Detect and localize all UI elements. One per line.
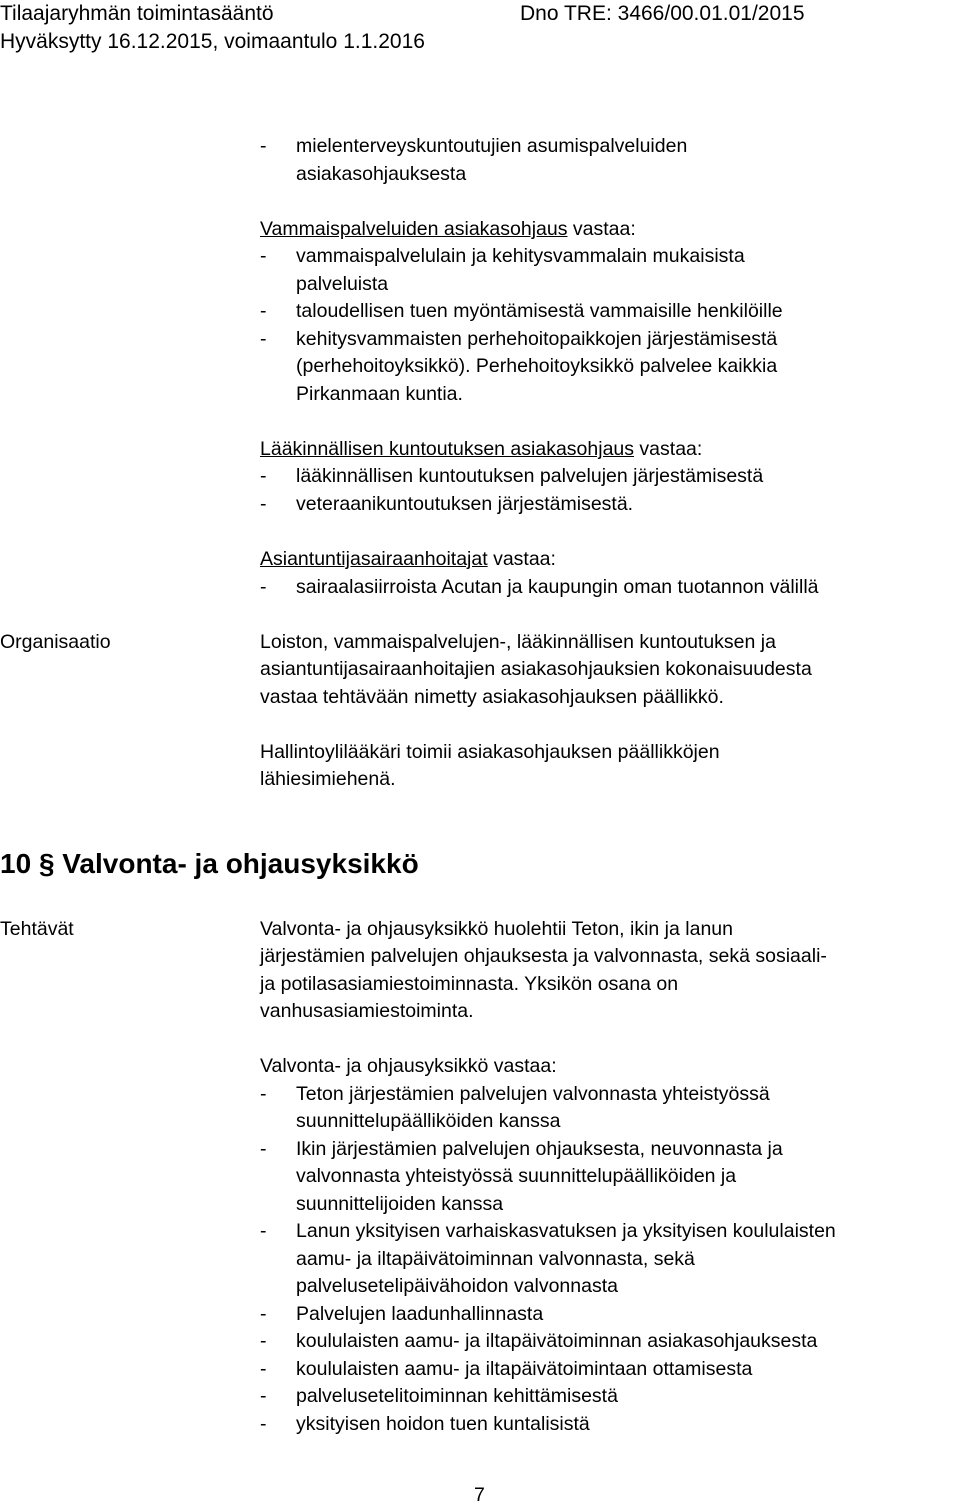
bullet-dash: - (260, 1083, 267, 1105)
list-item: Teton järjestämien palvelujen valvonnasta yhteistyössä (296, 1083, 770, 1105)
subheading-valvonta: Valvonta- ja ohjausyksikkö vastaa: (260, 1055, 557, 1077)
bullet-dash: - (260, 1413, 267, 1435)
list-item-continuation: asiakasohjauksesta (296, 163, 467, 185)
paragraph-line: Loiston, vammaispalvelujen-, lääkinnällisen kuntoutuksen ja (260, 631, 776, 653)
list-item-continuation: suunnittelupäälliköiden kanssa (296, 1110, 561, 1132)
list-item-continuation: aamu- ja iltapäivätoiminnan valvonnasta, sekä (296, 1248, 695, 1270)
section-label-organisaatio: Organisaatio (0, 631, 111, 653)
bullet-dash: - (260, 135, 267, 157)
list-item: kehitysvammaisten perhehoitopaikkojen järjestämisestä (296, 328, 778, 350)
bullet-dash: - (260, 576, 267, 598)
subheading-underlined: Asiantuntijasairaanhoitajat (260, 548, 488, 570)
paragraph-line: asiantuntijasairaanhoitajien asiakasohjauksien kokonaisuudesta (260, 658, 812, 680)
list-item: palvelusetelitoiminnan kehittämisestä (296, 1385, 618, 1407)
subheading-underlined: Vammaispalveluiden asiakasohjaus (260, 218, 568, 240)
list-item: vammaispalvelulain ja kehitysvammalain mukaisista (296, 245, 745, 267)
list-item: koululaisten aamu- ja iltapäivätoimintaan ottamisesta (296, 1358, 753, 1380)
page-number: 7 (474, 1484, 485, 1506)
bullet-dash: - (260, 1220, 267, 1242)
subheading-rest: vastaa: (567, 218, 636, 240)
bullet-dash: - (260, 465, 267, 487)
paragraph-line: Valvonta- ja ohjausyksikkö huolehtii Teton, ikin ja lanun (260, 918, 733, 940)
subheading-underlined: Lääkinnällisen kuntoutuksen asiakasohjaus (260, 438, 635, 460)
bullet-dash: - (260, 1358, 267, 1380)
list-item: Lanun yksityisen varhaiskasvatuksen ja yksityisen koululaisten (296, 1220, 836, 1242)
list-item: koululaisten aamu- ja iltapäivätoiminnan asiakasohjauksesta (296, 1330, 818, 1352)
header-document-number: Dno TRE: 3466/00.01.01/2015 (520, 2, 805, 25)
section-number: 10 (0, 848, 32, 879)
paragraph-line: vastaa tehtävään nimetty asiakasohjauksen päällikkö. (260, 686, 724, 708)
list-item-continuation: valvonnasta yhteistyössä suunnittelupäälliköiden ja (296, 1165, 737, 1187)
list-item: lääkinnällisen kuntoutuksen palvelujen järjestämisestä (296, 465, 764, 487)
list-item-continuation: palveluista (296, 273, 389, 295)
list-item: taloudellisen tuen myöntämisestä vammaisille henkilöille (296, 300, 783, 322)
list-item-continuation: palvelusetelipäivähoidon valvonnasta (296, 1275, 618, 1297)
list-item: sairaalasiirroista Acutan ja kaupungin oman tuotannon välillä (296, 576, 819, 598)
paragraph-line: ja potilasasiamiestoiminnasta. Yksikön osana on (260, 973, 679, 995)
subheading-vammaispalvelut (260, 216, 636, 244)
paragraph-line: Hallintoylilääkäri toimii asiakasohjauksen päällikköjen (260, 741, 720, 763)
header-approval-date: Hyväksytty 16.12.2015, voimaantulo 1.1.2016 (0, 30, 425, 53)
section-symbol: § (38, 848, 55, 879)
paragraph-line: järjestämien palvelujen ohjauksesta ja valvonnasta, sekä sosiaali- (260, 945, 827, 967)
list-item-continuation: suunnittelijoiden kanssa (296, 1193, 504, 1215)
subheading-laakinnallinen (260, 436, 702, 464)
subheading-asiantuntijasairaanhoitajat (260, 546, 556, 574)
list-item-continuation: (perhehoitoyksikkö). Perhehoitoyksikkö palvelee kaikkia (296, 355, 778, 377)
bullet-dash: - (260, 245, 267, 267)
section-title: Valvonta- ja ohjausyksikkö (62, 848, 419, 879)
bullet-dash: - (260, 1303, 267, 1325)
paragraph-line: vanhusasiamiestoiminta. (260, 1000, 474, 1022)
header-document-title: Tilaajaryhmän toimintasääntö (0, 2, 274, 25)
list-item: yksityisen hoidon tuen kuntalisistä (296, 1413, 590, 1435)
bullet-dash: - (260, 1138, 267, 1160)
bullet-dash: - (260, 493, 267, 515)
bullet-dash: - (260, 1330, 267, 1352)
bullet-dash: - (260, 300, 267, 322)
bullet-dash: - (260, 1385, 267, 1407)
list-item: veteraanikuntoutuksen järjestämisestä. (296, 493, 634, 515)
list-item-continuation: Pirkanmaan kuntia. (296, 383, 463, 405)
section-heading (0, 846, 419, 882)
list-item: mielenterveyskuntoutujien asumispalveluiden (296, 135, 688, 157)
subheading-rest: vastaa: (634, 438, 703, 460)
page-header (0, 0, 960, 56)
paragraph-line: lähiesimiehenä. (260, 768, 396, 790)
bullet-dash: - (260, 328, 267, 350)
list-item: Ikin järjestämien palvelujen ohjauksesta, neuvonnasta ja (296, 1138, 783, 1160)
section-label-tehtavat: Tehtävät (0, 918, 74, 940)
list-item: Palvelujen laadunhallinnasta (296, 1303, 544, 1325)
subheading-rest: vastaa: (487, 548, 556, 570)
